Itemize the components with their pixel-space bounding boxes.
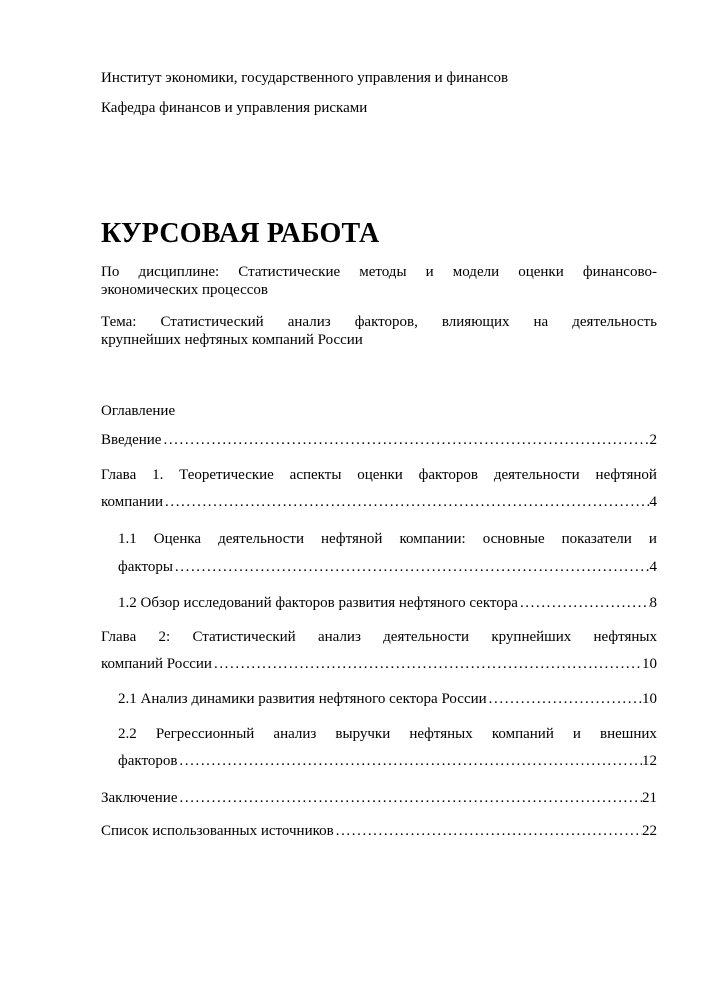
toc-page-number: 2 xyxy=(649,432,657,448)
toc-page-number: 21 xyxy=(642,790,657,806)
toc-entry-section21[interactable] xyxy=(118,690,657,708)
toc-dot-leader xyxy=(518,594,650,612)
discipline-word: методы xyxy=(359,264,407,280)
toc-page-number: 10 xyxy=(642,656,657,672)
toc-entry-label: факторы xyxy=(118,559,173,575)
toc-entry-chapter2[interactable] xyxy=(101,655,657,673)
toc-word: Статистический xyxy=(192,629,296,645)
toc-entry-chapter1[interactable] xyxy=(101,493,657,511)
toc-entry-label: компании xyxy=(101,494,163,510)
toc-word: Теоретические xyxy=(179,467,274,483)
toc-entry-label: компаний России xyxy=(101,656,212,672)
discipline-word: Статистические xyxy=(238,264,341,280)
toc-word: компаний xyxy=(491,726,554,742)
toc-entry-section12[interactable] xyxy=(118,594,657,612)
toc-entry-label: Заключение xyxy=(101,790,178,806)
toc-word: Глава xyxy=(101,467,137,483)
toc-dot-leader xyxy=(161,431,649,449)
toc-word: нефтяных xyxy=(593,629,657,645)
toc-word: нефтяных xyxy=(409,726,473,742)
discipline-line-1 xyxy=(101,263,657,281)
toc-page-number: 4 xyxy=(649,494,657,510)
topic-word: факторов, xyxy=(354,314,418,330)
topic-word: анализ xyxy=(287,314,331,330)
toc-word: крупнейших xyxy=(491,629,572,645)
toc-word: аспекты xyxy=(289,467,342,483)
page-title: КУРСОВАЯ РАБОТА xyxy=(101,218,380,249)
toc-dot-leader xyxy=(487,690,642,708)
toc-word: 1.1 xyxy=(118,531,137,547)
toc-word: 2.2 xyxy=(118,726,137,742)
discipline-word: и xyxy=(425,264,434,280)
toc-entry-label: 2.1 Анализ динамики развития нефтяного сектора России xyxy=(118,691,487,707)
toc-word: 1. xyxy=(152,467,164,483)
toc-word: деятельности xyxy=(218,531,304,547)
toc-page-number: 4 xyxy=(649,559,657,575)
toc-word: Оценка xyxy=(153,531,202,547)
toc-dot-leader xyxy=(173,558,650,576)
department-name: Кафедра финансов и управления рисками xyxy=(101,100,368,116)
toc-entry-sources[interactable] xyxy=(101,822,657,840)
toc-entry-intro[interactable] xyxy=(101,431,657,449)
topic-word: Тема: xyxy=(101,314,137,330)
toc-entry-label: факторов xyxy=(118,753,178,769)
toc-page-number: 12 xyxy=(642,753,657,769)
toc-entry-conclusion[interactable] xyxy=(101,789,657,807)
topic-word: Статистический xyxy=(160,314,264,330)
toc-word: основные xyxy=(482,531,545,547)
toc-entry-chapter1-line1[interactable] xyxy=(101,466,657,484)
toc-word: анализ xyxy=(317,629,361,645)
topic-word: деятельность xyxy=(572,314,657,330)
toc-word: 2: xyxy=(158,629,171,645)
discipline-word: оценки xyxy=(518,264,564,280)
toc-page-number: 10 xyxy=(642,691,657,707)
toc-heading: Оглавление xyxy=(101,403,176,419)
toc-word: и xyxy=(648,531,657,547)
toc-word: нефтяной xyxy=(595,467,657,483)
topic-word: на xyxy=(533,314,549,330)
toc-dot-leader xyxy=(177,752,642,770)
toc-entry-section22-line1[interactable] xyxy=(118,725,657,743)
discipline-word: модели xyxy=(452,264,500,280)
toc-entry-label: 1.2 Обзор исследований факторов развития нефтяного сектора xyxy=(118,595,518,611)
toc-word: деятельности xyxy=(493,467,580,483)
toc-entry-label: Список использованных источников xyxy=(101,823,334,839)
discipline-line-2: экономических процессов xyxy=(101,282,269,298)
toc-word: выручки xyxy=(335,726,391,742)
toc-word: Глава xyxy=(101,629,137,645)
discipline-word: По xyxy=(101,264,120,280)
discipline-word: дисциплине: xyxy=(138,264,220,280)
toc-word: нефтяной xyxy=(321,531,383,547)
toc-word: внешних xyxy=(600,726,657,742)
toc-word: деятельности xyxy=(383,629,470,645)
discipline-block xyxy=(101,263,657,299)
toc-dot-leader xyxy=(178,789,643,807)
institute-name: Институт экономики, государственного управления и финансов xyxy=(101,70,509,86)
topic-block xyxy=(101,313,657,349)
toc-dot-leader xyxy=(163,493,650,511)
toc-page-number: 8 xyxy=(649,595,657,611)
toc-page-number: 22 xyxy=(642,823,657,839)
toc-entry-section22[interactable] xyxy=(118,752,657,770)
toc-word: оценки xyxy=(357,467,403,483)
toc-word: показатели xyxy=(561,531,632,547)
toc-entry-section11[interactable] xyxy=(118,558,657,576)
toc-word: факторов xyxy=(418,467,479,483)
toc-word: компании: xyxy=(399,531,466,547)
toc-entry-section11-line1[interactable] xyxy=(118,530,657,548)
toc-word: анализ xyxy=(273,726,317,742)
toc-word: и xyxy=(572,726,581,742)
toc-dot-leader xyxy=(212,655,642,673)
topic-line-1 xyxy=(101,313,657,331)
topic-line-2: крупнейших нефтяных компаний России xyxy=(101,332,363,348)
toc-word: Регрессионный xyxy=(155,726,255,742)
toc-entry-label: Введение xyxy=(101,432,162,448)
discipline-word: финансово- xyxy=(582,264,657,280)
toc-entry-chapter2-line1[interactable] xyxy=(101,628,657,646)
toc-dot-leader xyxy=(334,822,642,840)
topic-word: влияющих xyxy=(441,314,510,330)
